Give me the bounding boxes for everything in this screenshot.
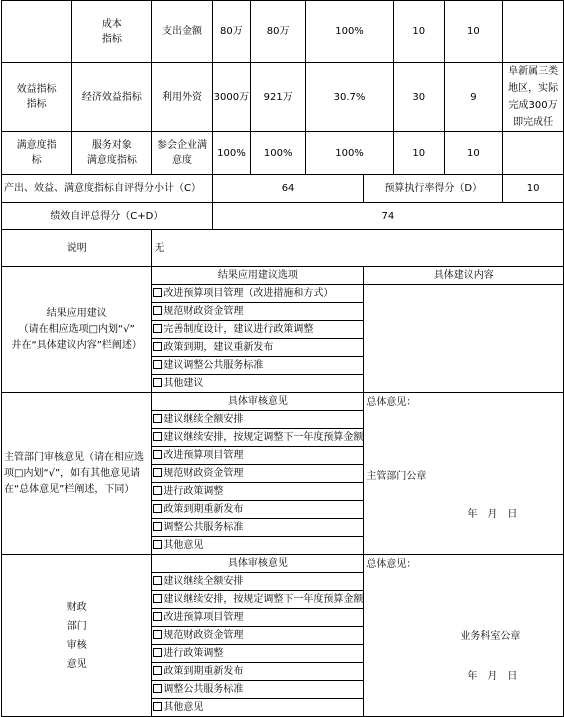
dept-option-label: 政策到期重新发布 <box>163 504 244 515</box>
checkbox-icon[interactable] <box>153 432 162 441</box>
finance-option[interactable] <box>152 609 363 627</box>
checkbox-icon[interactable] <box>153 540 162 549</box>
blank-cell <box>2 1 72 63</box>
finance-overall <box>364 555 564 717</box>
finance-overall-label: 总体意见： <box>366 559 417 570</box>
dept-option[interactable] <box>152 537 363 554</box>
dept-option[interactable] <box>152 501 363 519</box>
subtotal-value: 64 <box>212 175 364 203</box>
subtotal-row <box>2 175 564 203</box>
finance-option-label: 政策到期重新发布 <box>163 666 244 677</box>
result-option-label: 其他建议 <box>163 378 204 389</box>
finance-option-label: 调整公共服务标准 <box>163 684 244 695</box>
total-label: 绩效自评总得分（C+D） <box>2 203 213 230</box>
result-content-header: 具体建议内容 <box>364 267 563 285</box>
result-label-text: 结果应用建议 （请在相应选项□内划“√” 并在“具体建议内容”栏阐述） <box>11 307 142 351</box>
dept-option[interactable] <box>152 465 363 483</box>
checkbox-icon[interactable] <box>153 702 162 711</box>
dept-option-label: 建议继续全额安排 <box>163 414 244 425</box>
indicator-row-cost <box>2 1 564 63</box>
checkbox-icon[interactable] <box>153 450 162 459</box>
note <box>503 1 564 63</box>
remark-row <box>2 230 564 267</box>
dept-option-label: 调整公共服务标准 <box>163 522 244 533</box>
finance-option[interactable] <box>152 663 363 681</box>
checkbox-icon[interactable] <box>153 594 162 603</box>
dept-option-list <box>152 411 363 554</box>
checkbox-icon[interactable] <box>153 324 162 333</box>
checkbox-icon[interactable] <box>153 306 162 315</box>
sub-indicator <box>72 1 152 63</box>
result-option[interactable] <box>152 357 363 375</box>
result-label <box>2 267 152 393</box>
completion-rate: 100% <box>306 132 394 175</box>
dept-option[interactable] <box>152 429 363 447</box>
finance-option[interactable] <box>152 699 363 716</box>
score: 10 <box>444 132 503 175</box>
result-option[interactable] <box>152 303 363 321</box>
indicator-row-satisfaction <box>2 132 564 175</box>
checkbox-icon[interactable] <box>153 576 162 585</box>
dept-option-label: 改进预算项目管理 <box>163 450 244 461</box>
result-option-label: 建议调整公共服务标准 <box>163 360 264 371</box>
budget-value: 10 <box>503 175 564 203</box>
result-option-label: 改进预算项目管理（改进措施和方式） <box>163 288 334 299</box>
completion-rate: 30.7% <box>306 63 394 132</box>
indicator-name: 利用外资 <box>152 63 212 132</box>
checkbox-icon[interactable] <box>153 342 162 351</box>
finance-option-label: 建议继续安排，按规定调整下一年度预算金额 <box>163 594 364 605</box>
total-value: 74 <box>212 203 563 230</box>
checkbox-icon[interactable] <box>153 378 162 387</box>
result-option[interactable] <box>152 285 363 303</box>
finance-option[interactable] <box>152 573 363 591</box>
subtotal-label: 产出、效益、满意度指标自评得分小计（C） <box>2 175 213 203</box>
score: 9 <box>444 63 503 132</box>
target-value: 100% <box>212 132 250 175</box>
actual-value: 80万 <box>251 1 306 63</box>
actual-value: 100% <box>251 132 306 175</box>
note: 阜新属三类地区，实际完成300万即完成任 <box>503 63 564 132</box>
finance-options <box>152 555 364 717</box>
checkbox-icon[interactable] <box>153 648 162 657</box>
target-value: 80万 <box>212 1 250 63</box>
dept-option-label: 建议继续安排，按规定调整下一年度预算金额 <box>163 432 364 443</box>
sub-indicator <box>72 132 152 175</box>
checkbox-icon[interactable] <box>153 522 162 531</box>
finance-option-label: 改进预算项目管理 <box>163 612 244 623</box>
category-text: 效益指标 指标 <box>16 84 57 110</box>
finance-option-label: 进行政策调整 <box>163 648 224 659</box>
indicator-name: 支出金额 <box>152 1 212 63</box>
dept-options <box>152 393 364 555</box>
dept-date: 年 月 日 <box>467 509 518 520</box>
dept-option[interactable] <box>152 447 363 465</box>
finance-label <box>2 555 152 717</box>
dept-option[interactable] <box>152 411 363 429</box>
target-value: 3000万 <box>212 63 250 132</box>
finance-option[interactable] <box>152 645 363 663</box>
dept-seal: 主管部门公章 <box>366 471 427 482</box>
dept-options-header: 具体审核意见 <box>152 393 363 411</box>
result-content <box>364 267 564 393</box>
category <box>2 63 72 132</box>
checkbox-icon[interactable] <box>153 684 162 693</box>
checkbox-icon[interactable] <box>153 630 162 639</box>
dept-option-label: 进行政策调整 <box>163 486 224 497</box>
sub-indicator-text: 服务对象 满意度指标 <box>86 140 137 166</box>
finance-option[interactable] <box>152 627 363 645</box>
finance-option[interactable] <box>152 681 363 699</box>
dept-option[interactable] <box>152 519 363 537</box>
checkbox-icon[interactable] <box>153 468 162 477</box>
checkbox-icon[interactable] <box>153 504 162 513</box>
note <box>503 132 564 175</box>
checkbox-icon[interactable] <box>153 360 162 369</box>
result-option-list <box>152 285 363 392</box>
result-options <box>152 267 364 393</box>
weight: 10 <box>393 132 444 175</box>
checkbox-icon[interactable] <box>153 414 162 423</box>
finance-option-label: 其他意见 <box>163 702 204 713</box>
checkbox-icon[interactable] <box>153 612 162 621</box>
indicator-row-benefit <box>2 63 564 132</box>
result-options-header: 结果应用建议选项 <box>152 267 363 285</box>
result-option-label: 政策到期，建议重新发布 <box>163 342 274 353</box>
finance-seal: 业务科室公章 <box>460 631 521 642</box>
completion-rate: 100% <box>306 1 394 63</box>
total-row <box>2 203 564 230</box>
dept-label: 主管部门审核意见（请在相应选项□内划“√”，如有其他意见请在“总体意见”栏阐述，下同） <box>2 393 152 555</box>
dept-option-label: 规范财政资金管理 <box>163 468 244 479</box>
sub-indicator-text: 成本 指标 <box>101 18 122 45</box>
dept-overall <box>364 393 564 555</box>
evaluation-table <box>1 0 564 717</box>
category <box>2 132 72 175</box>
result-option[interactable] <box>152 375 363 392</box>
checkbox-icon[interactable] <box>153 288 162 297</box>
checkbox-icon[interactable] <box>153 666 162 675</box>
dept-overall-label: 总体意见： <box>366 397 417 408</box>
actual-value: 921万 <box>251 63 306 132</box>
remark-value: 无 <box>152 230 564 267</box>
result-row <box>2 267 564 393</box>
finance-option[interactable] <box>152 591 363 609</box>
sub-indicator: 经济效益指标 <box>72 63 152 132</box>
finance-option-label: 建议继续全额安排 <box>163 576 244 587</box>
result-option-label: 完善制度设计，建议进行政策调整 <box>163 324 314 335</box>
indicator-name: 参会企业满意度 <box>152 132 212 175</box>
finance-date: 年 月 日 <box>467 671 518 682</box>
finance-options-header: 具体审核意见 <box>152 555 363 573</box>
result-option[interactable] <box>152 339 363 357</box>
dept-option-label: 其他意见 <box>163 540 204 551</box>
dept-option[interactable] <box>152 483 363 501</box>
weight: 30 <box>393 63 444 132</box>
weight: 10 <box>393 1 444 63</box>
result-option-label: 规范财政资金管理 <box>163 306 244 317</box>
checkbox-icon[interactable] <box>153 486 162 495</box>
finance-row <box>2 555 564 717</box>
result-option[interactable] <box>152 321 363 339</box>
finance-option-label: 规范财政资金管理 <box>163 630 244 641</box>
score: 10 <box>444 1 503 63</box>
dept-row <box>2 393 564 555</box>
category-text: 满意度指 标 <box>16 140 57 166</box>
finance-label-text: 财政 部门 审核 意见 <box>66 601 87 670</box>
budget-label: 预算执行率得分（D） <box>364 175 503 203</box>
remark-label: 说明 <box>2 230 152 267</box>
